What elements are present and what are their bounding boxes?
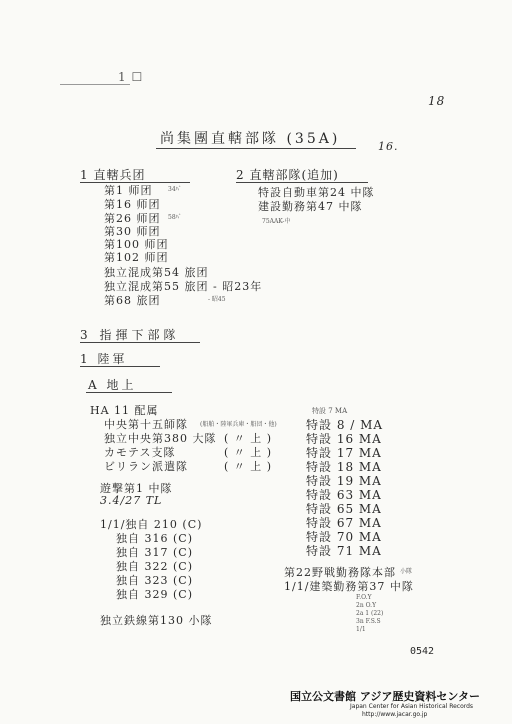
sub2-underline: [86, 392, 172, 393]
division-note: 34ﾊﾞ: [168, 186, 182, 193]
independent-item: 独自 329 (C): [116, 588, 193, 601]
ha-item-name: 中央第十五師隊: [104, 418, 188, 431]
archive-name-en: Japan Center for Asian Historical Records: [350, 703, 474, 710]
tiny-note: 2a 1 (22): [356, 610, 384, 617]
section2-item: 建設勤務第47 中隊: [258, 200, 363, 213]
brigade-note: - 昭45: [208, 296, 226, 303]
ha-item-detail: (船舶・陸軍兵庫・船団・他): [200, 421, 277, 428]
ma-unit: 特設 16 MA: [306, 432, 382, 446]
tiny-note: F.O.Y: [356, 594, 372, 601]
ha-item-name: ビリラン派遣隊: [104, 460, 188, 473]
independent-item: 独自 316 (C): [116, 532, 193, 545]
page-mark: 1 ☐: [118, 70, 144, 84]
sub1-underline: [80, 366, 160, 367]
ma-unit: 特設 70 MA: [306, 530, 382, 544]
ma-unit: 特設 71 MA: [306, 544, 382, 558]
raid-date: 3.4/27 TL: [100, 494, 163, 507]
section2-sub: 75AAK-中: [262, 218, 291, 225]
sheet-number: 0542: [410, 646, 435, 657]
ma-unit: 特設 17 MA: [306, 446, 382, 460]
independent-item: 1/1/独自 210 (C): [100, 518, 203, 531]
railway-unit: 独立鉄線第130 小隊: [100, 614, 213, 627]
section3-heading: 3 指揮下部隊: [80, 328, 180, 342]
page-title: 尚集團直轄部隊 (35A): [160, 131, 341, 147]
tiny-note: 3n F.S.S: [356, 618, 381, 625]
ma-unit: 特設 19 MA: [306, 474, 382, 488]
section2-item: 特設自動車第24 中隊: [258, 186, 375, 199]
bottom-right-note: 小隊: [400, 568, 413, 575]
section2-heading: 2 直轄部隊(追加): [236, 168, 339, 182]
ha-item-name: カモテス支隊: [104, 446, 176, 459]
side-number: 16.: [378, 140, 399, 153]
archive-name-jp: 国立公文書館 アジア歴史資料センター: [290, 690, 480, 703]
ma-unit: 特設 67 MA: [306, 516, 382, 530]
brigade-item: 独立混成第55 旅团 ‐ 昭23年: [104, 280, 263, 293]
division-item: 第102 师团: [104, 251, 169, 264]
tiny-note: 1/1: [356, 626, 366, 633]
ma-unit: 特設 63 MA: [306, 488, 382, 502]
division-item: 第26 师团: [104, 212, 161, 225]
division-item: 第1 师团: [104, 184, 153, 197]
ha-item-detail: ( 〃 上 ): [224, 432, 273, 445]
division-item: 第100 师团: [104, 238, 169, 251]
division-item: 第16 师团: [104, 198, 161, 211]
ma-unit: 特設 18 MA: [306, 460, 382, 474]
title-underline: [156, 148, 356, 149]
ha-group-heading: HA 11 配属: [90, 404, 159, 417]
header-rule: [60, 84, 130, 85]
ma-head: 特設 7 MA: [312, 407, 348, 415]
division-item: 第30 师团: [104, 225, 161, 238]
section3-sub2: A 地上: [88, 378, 137, 392]
bottom-right-line: 1/1/建築勤務第37 中隊: [284, 580, 414, 593]
section1-heading: 1 直轄兵团: [80, 168, 146, 182]
raid-unit: 遊撃第1 中隊: [100, 482, 173, 495]
ma-unit: 特設 8 / MA: [306, 418, 384, 432]
section3-underline: [80, 342, 200, 343]
ma-unit: 特設 65 MA: [306, 502, 382, 516]
brigade-item: 第68 旅团: [104, 294, 161, 307]
ha-item-detail: ( 〃 上 ): [224, 446, 273, 459]
brigade-item: 独立混成第54 旅团: [104, 266, 209, 279]
ha-item-detail: ( 〃 上 ): [224, 460, 273, 473]
archive-url: http://www.jacar.go.jp: [362, 711, 428, 718]
division-note: 58ﾊﾞ: [168, 214, 182, 221]
tiny-note: 2n O.Y: [356, 602, 377, 609]
independent-item: 独自 322 (C): [116, 560, 193, 573]
independent-item: 独自 317 (C): [116, 546, 193, 559]
section2-underline: [236, 182, 368, 183]
page-number: 18: [428, 94, 446, 108]
bottom-right-line: 第22野戦勤務隊本部: [284, 566, 396, 579]
ha-item-name: 独立中央第380 大隊: [104, 432, 217, 445]
independent-item: 独自 323 (C): [116, 574, 193, 587]
section3-sub1: 1 陸軍: [80, 352, 128, 366]
